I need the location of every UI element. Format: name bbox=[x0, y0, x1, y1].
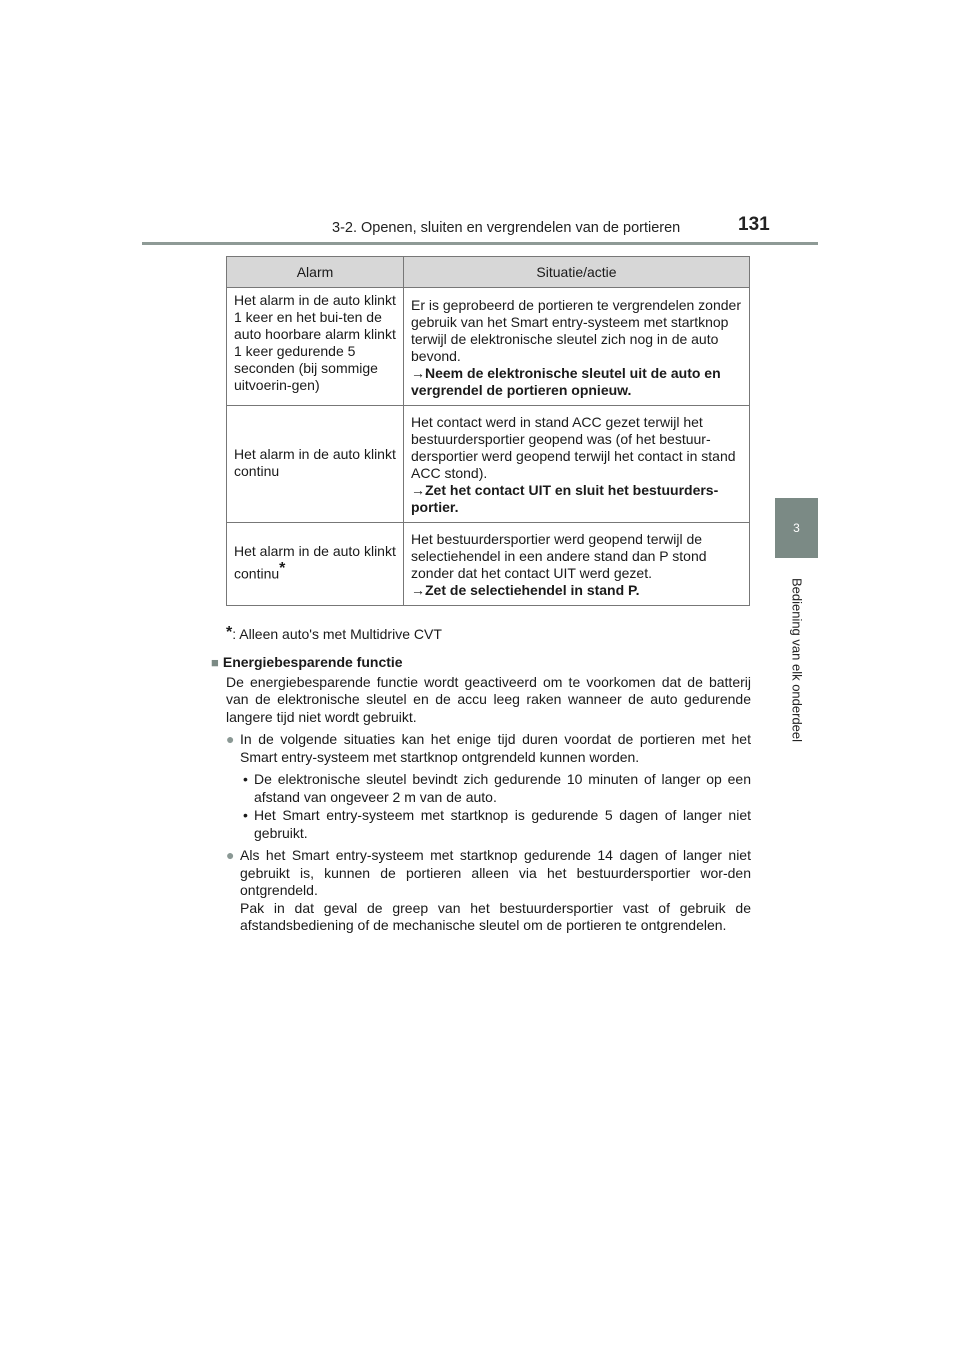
circle-bullet-icon: ● bbox=[226, 731, 235, 747]
small-dot-icon: • bbox=[243, 771, 248, 787]
column-header-situation: Situatie/actie bbox=[404, 257, 750, 288]
footnote-text: : Alleen auto's met Multidrive CVT bbox=[232, 626, 442, 642]
situation-text: Er is geprobeerd de portieren te vergrendelen zonder gebruik van het Smart entry-systeem met startknop terwijl de elektronische sleutel zich nog in de auto bevond. bbox=[411, 297, 741, 364]
list-item-text: Als het Smart entry-systeem met startknop gedurende 14 dagen of langer niet gebruikt is, kunnen de portieren alleen via het bestuurdersportier wor-den ontgrendeld. bbox=[240, 847, 751, 898]
action-text: →Neem de elektronische sleutel uit de auto en vergrendel de portieren opnieuw. bbox=[411, 365, 721, 398]
sub-list-item bbox=[240, 771, 751, 806]
page-number: 131 bbox=[738, 214, 770, 235]
situation-text: Het bestuurdersportier werd geopend terwijl de selectiehendel in een andere stand dan P stond zonder dat het contact UIT werd gezet. bbox=[411, 531, 707, 581]
energy-saving-section bbox=[211, 654, 751, 935]
table-row bbox=[227, 523, 750, 606]
table-header-row bbox=[227, 257, 750, 288]
situation-cell bbox=[404, 406, 750, 523]
footnote-asterisk: * bbox=[226, 624, 233, 641]
alarm-text: Het alarm in de auto klinkt continu bbox=[234, 543, 396, 582]
alarm-text: Het alarm in de auto klinkt 1 keer en het bui-ten de auto hoorbare alarm klinkt 1 keer gedurende 5 seconden (bij sommige uitvoerin-gen) bbox=[234, 292, 396, 393]
chapter-title: 3-2. Openen, sluiten en vergrendelen van de portieren bbox=[332, 220, 681, 236]
small-dot-icon: • bbox=[243, 807, 248, 823]
alarm-cell bbox=[227, 523, 404, 606]
section-heading-text: Energiebesparende functie bbox=[222, 654, 403, 670]
sub-list-item bbox=[240, 807, 751, 842]
list-item-continuation: Pak in dat geval de greep van het bestuurdersportier vast of gebruik de afstandsbediening of de mechanische sleutel om de portieren te ontgrendelen. bbox=[240, 899, 751, 933]
sub-list-item-text: Het Smart entry-systeem met startknop is gedurende 5 dagen of langer niet gebruikt. bbox=[254, 807, 751, 841]
footnote bbox=[226, 624, 442, 642]
list-item-text: In de volgende situaties kan het enige tijd duren voordat de portieren met het Smart entry-systeem met startknop ontgrendeld kunnen worden. bbox=[240, 731, 751, 765]
alarm-cell bbox=[227, 288, 404, 406]
chapter-tab-label: Bediening van elk onderdeel bbox=[789, 577, 805, 743]
alarm-table bbox=[226, 256, 750, 606]
action-text: →Zet het contact UIT en sluit het bestuurders-portier. bbox=[411, 482, 719, 515]
action-text: →Zet de selectiehendel in stand P. bbox=[411, 582, 640, 598]
situation-text: Het contact werd in stand ACC gezet terwijl het bestuurdersportier geopend was (of het bestuur-dersportier werd geopend terwijl het contact in stand ACC stond). bbox=[411, 414, 736, 481]
chapter-tab: 3 bbox=[775, 498, 818, 558]
section-heading bbox=[211, 654, 751, 672]
footnote-marker: * bbox=[279, 560, 286, 578]
table-row bbox=[227, 288, 750, 406]
situation-cell bbox=[404, 288, 750, 406]
list-item bbox=[226, 731, 751, 766]
alarm-text: Het alarm in de auto klinkt continu bbox=[234, 446, 396, 479]
alarm-cell bbox=[227, 406, 404, 523]
column-header-alarm: Alarm bbox=[227, 257, 404, 288]
list-item bbox=[226, 847, 751, 935]
square-bullet-icon: ■ bbox=[211, 655, 219, 670]
section-intro: De energiebesparende functie wordt geactiveerd om te voorkomen dat de batterij van de elektronische sleutel en de accu leeg raken wanneer de auto gedurende langere tijd niet wordt gebruikt. bbox=[226, 673, 751, 725]
sub-list-item-text: De elektronische sleutel bevindt zich gedurende 10 minuten of langer op een afstand van ongeveer 2 m van de auto. bbox=[254, 771, 751, 805]
table-row bbox=[227, 406, 750, 523]
situation-cell bbox=[404, 523, 750, 606]
header-divider bbox=[142, 242, 818, 245]
circle-bullet-icon: ● bbox=[226, 847, 235, 863]
